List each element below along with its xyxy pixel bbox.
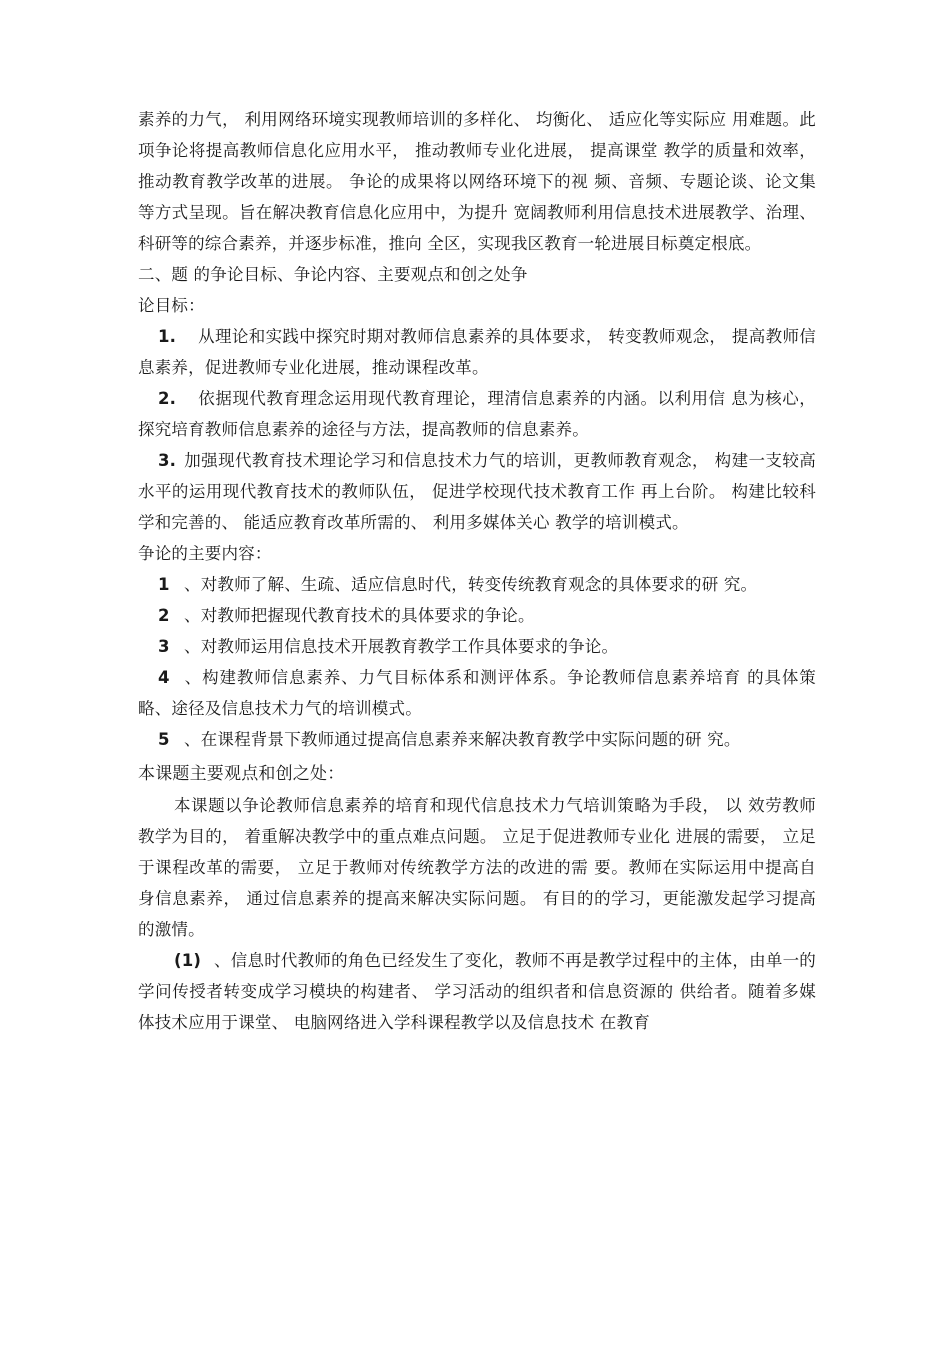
content-number: 2 <box>158 606 170 625</box>
content-item-4 <box>138 662 816 724</box>
point-text: 、信息时代教师的角色已经发生了变化，教师不再是教学过程中的主体，由单一的学问传授者转变成学习模块的构建者、 学习活动的组织者和信息资源的 供给者。随着多媒体技术应用于课堂、 电脑网络进入学科课程教学以及信息技术 在教育 <box>138 951 816 1032</box>
viewpoints-paragraph: 本课题以争论教师信息素养的培育和现代信息技术力气培训策略为手段， 以 效劳教师教学为目的， 着重解决教学中的重点难点问题。 立足于促进教师专业化 进展的需要， 立足于课程改革的需要， 立足于教师对传统教学方法的改进的需 要。教师在实际运用中提高自身信息素养， 通过信息素养的提高来解决实际问题。 有目的的学习，更能激发起学习提高的激情。 <box>138 796 816 939</box>
goal-number: 3. <box>158 451 177 470</box>
content-item-2 <box>138 600 816 631</box>
content-item-3 <box>138 631 816 662</box>
content-item-5 <box>138 724 816 755</box>
goals-heading: 论目标： <box>138 296 205 315</box>
document-page <box>138 104 816 1038</box>
content-item-1 <box>138 569 816 600</box>
content-number: 5 <box>158 730 170 749</box>
content-text: 、构建教师信息素养、力气目标体系和测评体系。争论教师信息素养培育 的具体策略、途径及信息技术力气的培训模式。 <box>138 668 816 718</box>
goal-number: 2. <box>158 389 177 408</box>
goal-text: 从理论和实践中探究时期对教师信息素养的具体要求， 转变教师观念， 提高教师信息素养，促进教师专业化进展，推动课程改革。 <box>138 327 816 377</box>
content-number: 3 <box>158 637 170 656</box>
goal-item-2 <box>138 383 816 445</box>
goal-text: 加强现代教育技术理论学习和信息技术力气的培训，更教师教育观念， 构建一支较高水平的运用现代教育技术的教师队伍， 促进学校现代技术教育工作 再上台阶。 构建比较科学和完善的、 能适应教育改革所需的、 利用多媒体关心 教学的培训模式。 <box>138 451 816 532</box>
goal-text: 依据现代教育理念运用现代教育理论，理清信息素养的内涵。以利用信 息为核心，探究培育教师信息素养的途径与方法，提高教师的信息素养。 <box>138 389 816 439</box>
content-text: 、对教师把握现代教育技术的具体要求的争论。 <box>184 606 535 625</box>
section-two-heading: 二、题 的争论目标、争论内容、主要观点和创之处争 <box>138 265 528 284</box>
contents-heading: 争论的主要内容： <box>138 544 272 563</box>
goal-number: 1. <box>158 327 177 346</box>
point-one <box>138 945 816 1038</box>
intro-paragraph: 素养的力气， 利用网络环境实现教师培训的多样化、 均衡化、 适应化等实际应 用难题。此项争论将提高教师信息化应用水平， 推动教师专业化进展， 提高课堂 教学的质量和效率， 推动教育教学改革的进展。 争论的成果将以网络环境下的视 频、音频、专题论谈、论文集等方式呈现。旨在解决教育信息化应用中，为提升 宽阔教师利用信息技术进展教学、治理、科研等的综合素养，并逐步标准，推向 全区，实现我区教育一轮进展目标奠定根底。 <box>138 110 816 253</box>
content-number: 4 <box>158 668 170 687</box>
point-number: (1) <box>174 951 202 970</box>
viewpoints-heading: 本课题主要观点和创之处： <box>138 764 345 784</box>
content-text: 、对教师了解、生疏、适应信息时代，转变传统教育观念的具体要求的研 究。 <box>184 575 758 594</box>
content-text: 、在课程背景下教师通过提高信息素养来解决教育教学中实际问题的研 究。 <box>184 730 741 749</box>
goal-item-1 <box>138 321 816 383</box>
content-number: 1 <box>158 575 170 594</box>
goal-item-3 <box>138 445 816 538</box>
content-text: 、对教师运用信息技术开展教育教学工作具体要求的争论。 <box>184 637 619 656</box>
